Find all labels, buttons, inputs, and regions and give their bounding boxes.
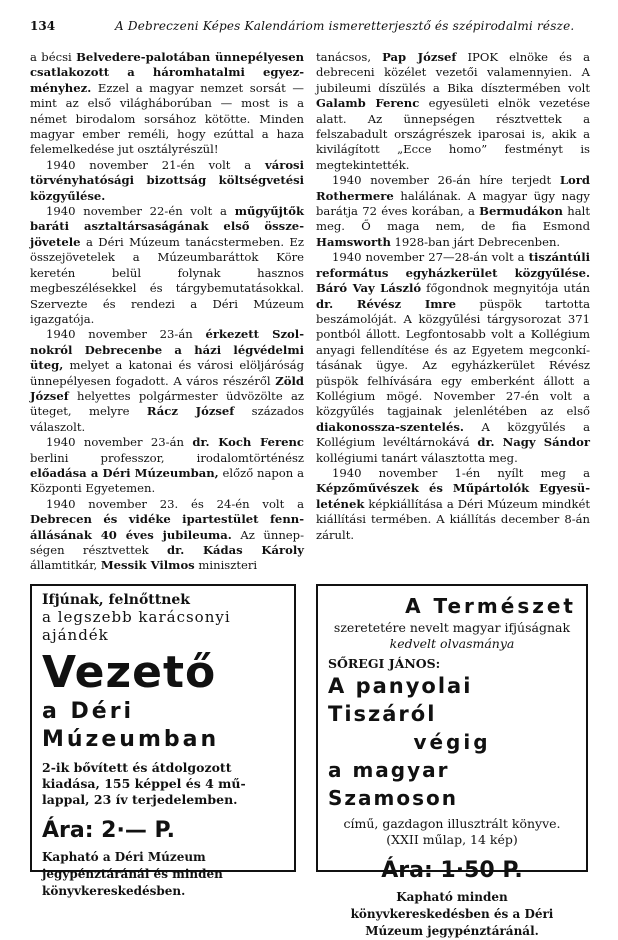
ad-right-author: SŐREGI JÁNOS: [328,656,441,671]
text: helyettes polgármester üdvözölte az üteget, melyre [30,388,304,419]
ad-right-footer: Kapható minden könyvkereskedésben és a Déri Múzeum jegypénztáránál. [350,890,554,938]
page-header [30,19,590,37]
paragraph [316,250,590,466]
text: százados válaszolt. [30,404,304,434]
ad-right-line1: A Természet [405,594,576,618]
bold-text: Báró Vay László [316,281,422,296]
paragraph [30,435,304,497]
text: Az ünnepségen résztvettek [30,527,304,557]
bold-text: Lord Rothermere [316,173,590,203]
text: püspök tartotta beszámolóját. A közgyűlési tárgysorozat 371 pontból állott. Legfontosabb volt a Kollégium anyagi fellendítése és az Egyetem megconkításának ügye. Az egyházkerület Révész püspök felhívására egy emberként állott a Kollégium mögé. November 27-én volt a közgyűlés tagjainak jelenlétében az első [316,296,591,419]
text: 1940 november 23. és 24-én volt a [46,496,304,511]
text: melyet a katonai és városi elöljáróság ünnepélyesen fogadott. A város részéről [30,358,304,388]
ad-left-line1: Ifjúnak, felnőttnek [42,592,190,608]
ad-right-title2: végig [413,730,491,754]
paragraph [30,50,304,158]
ad-right-desc: című, gazdagon illusztrált könyve. (XXII műlap, 14 kép) [343,816,561,847]
ad-left-title: Vezető [42,647,217,698]
text: főgondnok megnyitója után [421,281,590,296]
paragraph [316,173,590,250]
right-column [316,50,590,543]
bold-text: Pap József [382,50,457,64]
text: Ezzel a magyar nemzet sorsát — mint az első világháborúban — most is a német birodalom sorsához kötötte. Minden magyar ember reméli, hogy ezúttal a haza felemelkedése jut osztályrészül! [30,80,304,157]
ad-left-line2: a legszebb karácsonyi ajándék [42,608,231,644]
bold-text: dr. Koch Ferenc [192,435,304,450]
text: 1940 november 26-án híre terjedt [332,173,560,188]
paragraph [30,497,304,574]
bold-text: műgyűjtők baráti asztaltársaságának első összejövetele [30,204,304,249]
text: egyesületi elnök vezetése alatt. Az ünnepségen résztvettek a felszabadult országrészek iparosai is, akik a kivilágított „Ecce homo” festményt is megtekintették. [316,96,591,172]
bold-text: Galamb Ferenc [316,96,420,111]
ad-right-title1: A panyolai Tiszáról [328,674,473,726]
text: a Déri Múzeum tanácstermeben. Ez összejövetelek a Múzeumbaráttok Köre keretén belül folynak hasznos megbeszélésekkel és tárgybemutatásokkal. Szervezte és rendezi a Déri Múzeum igazgatója. [30,234,304,326]
bold-text: Debrecen és vidéke ipartestület fennállásának 40 éves jubileuma. [30,512,304,542]
page-number: 134 [30,19,56,33]
bold-text: Hamsworth [316,234,391,249]
bold-text: előadása a Déri Múzeumban, [30,465,219,480]
bold-text: Rácz József [146,404,235,419]
text: a bécsi [30,50,77,64]
bold-text: dr. Révész Imre [316,296,457,311]
text: A közgyűlés a Kollégium levéltárnokává [316,419,590,450]
bold-text: Képzőművészek és Műpártolók Egyesületének [316,481,590,511]
ad-left-subtitle: a Déri Múzeumban [42,699,220,752]
text: előző napon a Központi Egyetemen. [30,465,304,496]
text: 1940 november 27—28-án volt a [332,250,529,265]
bold-text: Belvedere-palotában ünnepélyesen csatlakozott a háromhatalmi egyezményhez. [30,50,304,95]
text: halálának. A magyar ügy nagy barátja 72 éves korában, a [316,188,590,219]
bold-text: Messik Vilmos [100,558,195,573]
bold-text: érkezett Szolnokról Debrecenbe a házi légvédelmi üteg, [30,327,304,373]
text: államtitkár, [30,558,101,573]
text: kollégiumi tanárt választotta meg. [316,450,518,465]
paragraph [30,158,304,204]
paragraph [30,204,304,327]
ad-vezeto [30,584,296,898]
text: képkiállítása a Déri Múzeum mindkét kiállítási termében. A kiállítás december 8-án zárult. [316,496,590,542]
ad-left-price: Ára: 2·— P. [42,818,175,843]
text: tanácsos, [316,50,383,64]
text: 1940 november 23-án [46,435,193,450]
text: halt meg. Ő maga nem, de fia Esmond [316,204,590,234]
bold-text: Zöld József [30,373,304,403]
paragraph [316,50,590,173]
text: berlini professzor, irodalomtörténész [30,450,304,465]
ad-right-line3: kedvelt olvasmánya [389,636,515,651]
text: IPOK elnöke és a debreceni közélet vezetői valamennyien. A jubileumi díszülés a Bika dísztermében volt [316,50,590,95]
text: 1928-ban járt Debrecenben. [390,234,561,249]
bold-text: dr. Nagy Sándor [477,435,590,450]
bold-text: Bermudákon [479,204,563,219]
bold-text: tiszántúli református egyházkerület közgyűlése. [316,250,590,280]
paragraph [30,327,304,435]
bold-text: diakonossza-szentelés. [316,419,464,434]
running-title: A Debreczeni Képes Kalendáriom ismeretterjesztő és szépirodalmi része. [115,19,575,33]
text: 1940 november 21-én volt a [46,157,265,172]
text: 1940 november 23-án [46,327,206,342]
ad-right-line2: szeretetére nevelt magyar ifjúságnak [333,620,571,635]
ad-left-footer: Kapható a Déri Múzeum jegypénztáránál és minden könyvkereskedésben. [42,850,223,898]
ad-right-price: Ára: 1·50 P. [381,858,523,883]
ad-right-title3: a magyar Szamoson [328,758,459,810]
ad-sőregi [316,584,588,938]
text: 1940 november 22-én volt a [46,204,235,219]
paragraph [316,466,590,543]
text: 1940 november 1-én nyílt meg a [332,465,590,480]
text: miniszteri [194,558,258,573]
ad-left-desc: 2-ik bővített és átdolgozott kiadása, 155 képpel és 4 műlappal, 23 ív terjedelemben. [42,760,246,807]
bold-text: városi törvényhatósági bizottság költségvetési közgyűlése. [30,157,304,203]
left-column [30,50,304,574]
bold-text: dr. Kádas Károly [167,543,304,557]
